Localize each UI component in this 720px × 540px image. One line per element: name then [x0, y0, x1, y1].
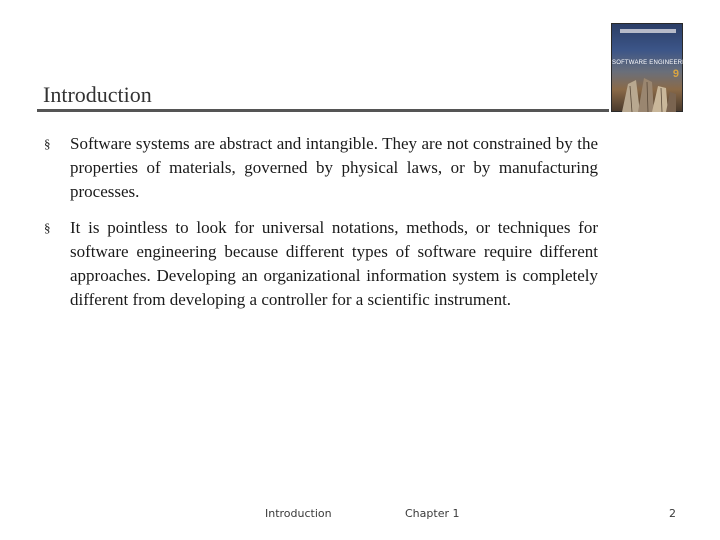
cover-building-art: [618, 76, 678, 112]
bullet-text: It is pointless to look for universal notations, methods, or techniques for software engineering because different types of software require different approaches. Developing an organizational information system is completely different from developing a controller for a scientific instrument.: [70, 218, 598, 309]
footer-chapter-label: Chapter 1: [405, 507, 460, 520]
cover-edition-number: 9: [672, 68, 679, 80]
bullet-item: [44, 216, 598, 312]
bullet-item: [44, 132, 598, 204]
cover-title: SOFTWARE ENGINEERING: [612, 60, 694, 66]
page-number: 2: [669, 507, 676, 520]
slide-title: Introduction: [43, 82, 152, 107]
footer-section-label: Introduction: [265, 507, 332, 520]
title-underline: [37, 109, 609, 112]
bullet-marker: §: [44, 220, 51, 235]
book-cover-image: [611, 23, 694, 112]
bullet-marker: §: [44, 136, 51, 151]
bullet-list: [44, 132, 598, 324]
cover-author-band: [620, 29, 676, 33]
bullet-text: Software systems are abstract and intangible. They are not constrained by the properties of materials, governed by physical laws, or by manufacturing processes.: [70, 134, 598, 201]
